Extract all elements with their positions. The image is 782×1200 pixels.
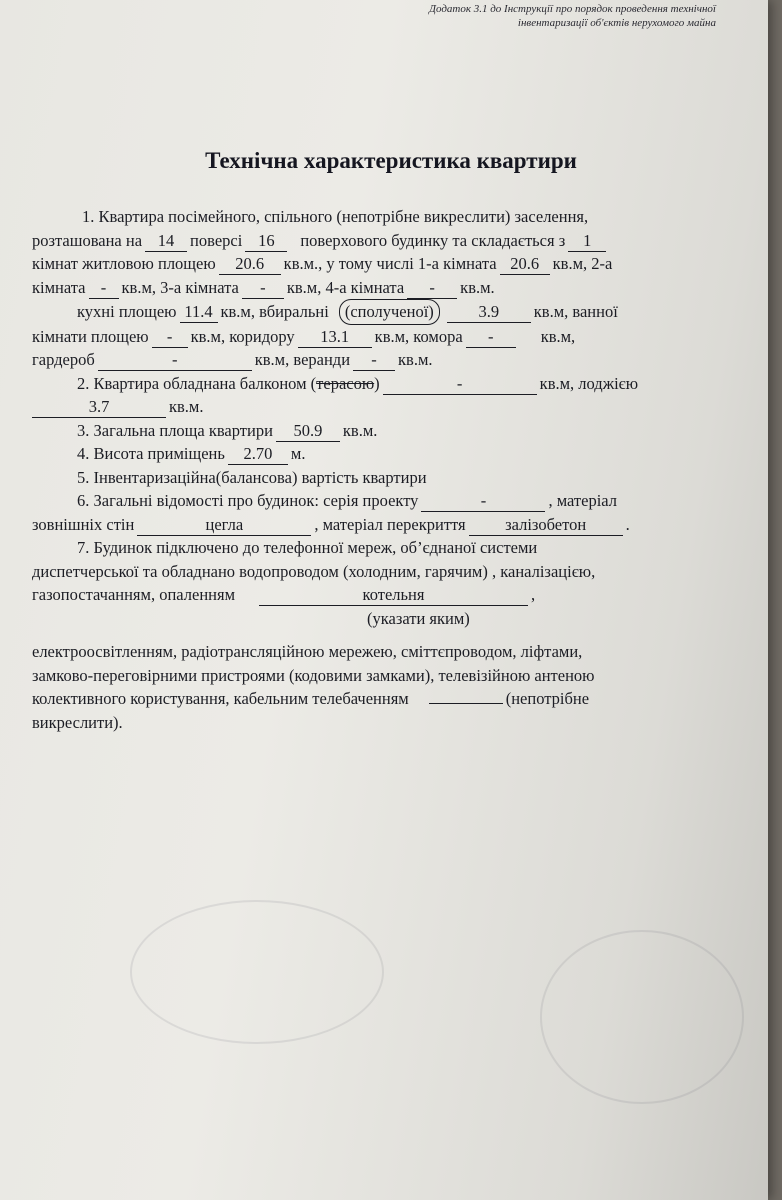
cable-tv-blank [429,703,503,704]
s2-line1 [32,372,744,396]
living-area-value: 20.6 [219,254,281,275]
floors-total-value: 16 [245,231,287,252]
s7-l7: викреслити). [32,712,123,732]
s7-line2 [32,560,744,584]
s7-line6 [32,687,744,711]
s1-l3-b: кв.м., у тому числі 1-а кімната [283,254,497,273]
s6-a: 6. Загальні відомості про будинок: серія проекту [77,491,419,510]
walls-value: цегла [137,515,311,536]
bathroom-value: - [152,327,188,348]
s1-l6-b: кв.м, коридору [190,326,295,346]
s2-a: 2. Квартира обладнана балконом ( [77,373,317,393]
room2-value: - [89,278,119,299]
room1-value: 20.6 [500,254,550,275]
page-title: Технічна характеристика квартири [205,148,577,173]
s6-c: зовнішніх стін [32,514,135,534]
pantry-value: - [466,327,516,348]
s1-l4-a: кімната [32,277,86,297]
s1-l2-b: поверсі [190,230,243,250]
s4-unit: м. [290,444,306,463]
loggia-value: 3.7 [32,397,166,418]
kitchen-value: 11.4 [180,302,218,323]
s1-l6-d: кв.м, [540,326,576,346]
s2-b: ) [374,373,380,393]
s1-line1 [32,205,744,229]
s7-l6-a: колективного користування, кабельним телебаченням [32,689,409,708]
s6-e: . [625,514,630,534]
document-body [32,205,744,734]
s7-caption-line [32,607,744,631]
header-note-line2: інвентаризації об'єктів нерухомого майна [517,17,716,29]
s1-line6 [32,325,744,349]
rooms-value: 1 [568,231,606,252]
header-note [336,2,716,30]
ceiling-material-value: залізобетон [469,515,623,536]
s4-line [32,442,744,466]
s1-l4-c: кв.м, 4-а кімната [286,277,405,297]
s1-l3-a: кімнат житловою площею [32,254,216,273]
s7-l2: диспетчерської та обладнано водопроводом (холодним, гарячим) , каналізацією, [32,561,596,581]
s2-d: кв.м. [169,397,204,416]
s1-l5-a: кухні площею [77,302,177,321]
s3-text: 3. Загальна площа квартири [77,420,273,440]
s1-l6-a: кімнати площею [32,326,149,346]
floor-value: 14 [145,231,187,252]
s1-l3-c: кв.м, 2-а [552,254,613,273]
room4-value: - [407,278,457,299]
s3-unit: кв.м. [342,420,378,440]
s7-l1: 7. Будинок підключено до телефонної мереж, об’єднаної системи [77,538,538,557]
s2-line2 [32,395,744,419]
s7-line4 [32,640,744,664]
corridor-value: 13.1 [298,327,372,348]
s1-line7 [32,348,744,372]
room3-value: - [242,278,284,299]
s7-line1 [32,536,744,560]
s7-line5 [32,664,744,688]
s1-l6-c: кв.м, комора [374,326,463,346]
s7-l3-a: газопостачанням, опаленням [32,585,236,604]
bath-value: 3.9 [447,302,531,323]
s2-c: кв.м, лоджією [539,373,639,393]
s7-l6-b: (непотрібне [505,689,590,708]
s6-line1 [32,489,744,513]
total-area-value: 50.9 [276,421,340,442]
s6-d: , матеріал перекриття [314,514,466,534]
s1-l7-c: кв.м. [398,350,433,369]
veranda-value: - [353,350,395,371]
s1-line2 [32,229,744,253]
s1-l5-b: кв.м, вбиральні [220,302,329,321]
s1-line4 [32,276,744,300]
s1-line5 [32,299,744,325]
height-value: 2.70 [228,444,288,465]
s7-l5: замково-переговірними пристроями (кодовими замками), телевізійною антеною [32,665,595,685]
terrace-value: - [383,374,537,395]
s1-l2-a: розташована на [32,230,143,250]
s7-l4: електроосвітленням, радіотрансляційною мережею, сміттєпроводом, ліфтами, [32,642,583,661]
s1-l4-d: кв.м. [460,277,495,297]
s3-line [32,419,744,443]
s1-l5-c: кв.м, ванної [533,302,618,321]
s7-line7 [32,711,744,735]
s6-b: , матеріал [548,491,617,510]
s6-line2 [32,513,744,537]
faint-stamp-left [130,900,384,1044]
s7-l3-b: , [531,585,536,604]
s1-l7-b: кв.м, веранди [254,350,351,369]
header-note-line1: Додаток 3.1 до Інструкції про порядок проведення технічної [428,3,716,15]
bath-type: (сполученої) [339,299,440,325]
s7-line3 [32,583,744,607]
s5-line [32,466,744,490]
s1-line3 [32,252,744,276]
s1-l1-text: 1. Квартира посімейного, спільного (непотрібне викреслити) заселення, [82,207,589,226]
heating-caption: (указати яким) [367,608,470,628]
s4-text: 4. Висота приміщень [77,444,225,463]
s2-struck: терасою [316,373,375,393]
s1-l7-a: гардероб [32,350,95,369]
s5-text: 5. Інвентаризаційна(балансова) вартість квартири [77,467,427,487]
series-value: - [421,491,545,512]
s1-l4-b: кв.м, 3-а кімната [121,277,239,297]
faint-stamp-right [540,930,744,1104]
s1-l2-c: поверхового будинку та складається з [300,230,566,250]
heating-value: котельня [259,585,528,606]
wardrobe-value: - [98,350,252,371]
